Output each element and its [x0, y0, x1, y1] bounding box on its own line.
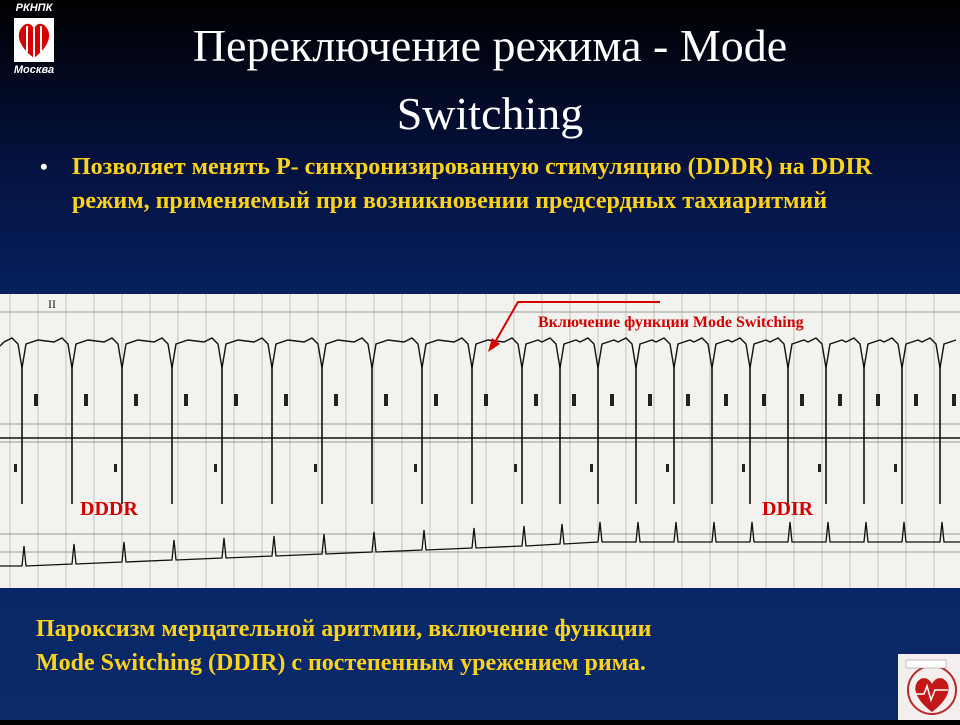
ecg-marker-tick: [666, 464, 669, 472]
ecg-marker-tick: [876, 394, 880, 406]
mode-switch-annotation: Включение функции Mode Switching: [538, 314, 804, 331]
ecg-marker-tick: [284, 394, 288, 406]
society-heart-icon: [898, 654, 960, 720]
title-line-2: Switching: [396, 88, 584, 139]
ecg-marker-tick: [334, 394, 338, 406]
ecg-marker-tick: [34, 394, 38, 406]
ecg-marker-tick: [14, 464, 17, 472]
ecg-marker-tick: [134, 394, 138, 406]
ecg-marker-tick: [724, 394, 728, 406]
ecg-marker-tick: [184, 394, 188, 406]
ecg-marker-tick: [914, 394, 918, 406]
bullet-dot-icon: •: [40, 154, 48, 179]
ecg-marker-tick: [434, 394, 438, 406]
ecg-trace: [0, 294, 960, 588]
ddir-label: DDIR: [762, 498, 814, 520]
ecg-marker-tick: [838, 394, 842, 406]
title-line-1: Переключение режима - Mode: [192, 20, 788, 71]
logo-bottom-text: Москва: [13, 64, 55, 76]
ecg-marker-tick: [214, 464, 217, 472]
rknpk-logo: [6, 2, 62, 76]
ecg-marker-tick: [234, 394, 238, 406]
caption-line-1: Пароксизм мерцательной аритмии, включение функции: [36, 616, 652, 642]
ecg-marker-tick: [484, 394, 488, 406]
ecg-marker-tick: [800, 394, 804, 406]
ecg-strip: [0, 294, 960, 588]
ecg-marker-tick: [818, 464, 821, 472]
ecg-marker-tick: [894, 464, 897, 472]
society-logo: [898, 654, 960, 720]
ecg-marker-tick: [534, 394, 538, 406]
heart-logo-icon: [14, 18, 54, 62]
ecg-lower-trace: [0, 522, 960, 566]
ecg-marker-tick: [572, 394, 576, 406]
ecg-marker-tick: [314, 464, 317, 472]
ecg-lead-label: II: [48, 297, 56, 311]
ecg-marker-tick: [590, 464, 593, 472]
slide-title: [60, 12, 920, 148]
logo-top-text: РКНПК: [15, 2, 53, 14]
slide-caption: [36, 612, 896, 680]
ecg-marker-tick: [84, 394, 88, 406]
ecg-marker-tick: [414, 464, 417, 472]
ecg-marker-tick: [952, 394, 956, 406]
ecg-marker-tick: [514, 464, 517, 472]
ecg-marker-tick: [742, 464, 745, 472]
ecg-marker-tick: [384, 394, 388, 406]
ecg-marker-tick: [648, 394, 652, 406]
ecg-marker-tick: [762, 394, 766, 406]
ecg-marker-tick: [114, 464, 117, 472]
bullet-text: Позволяет менять Р- синхронизированную стимуляцию (DDDR) на DDIR режим, применяемый при возникновении предсердных тахиаритмий: [72, 154, 873, 214]
ecg-marker-tick: [610, 394, 614, 406]
ecg-upper-trace: [0, 338, 956, 368]
ecg-marker-tick: [686, 394, 690, 406]
dddr-label: DDDR: [80, 498, 138, 520]
caption-line-2: Mode Switching (DDIR) с постепенным урежением рима.: [36, 650, 646, 676]
